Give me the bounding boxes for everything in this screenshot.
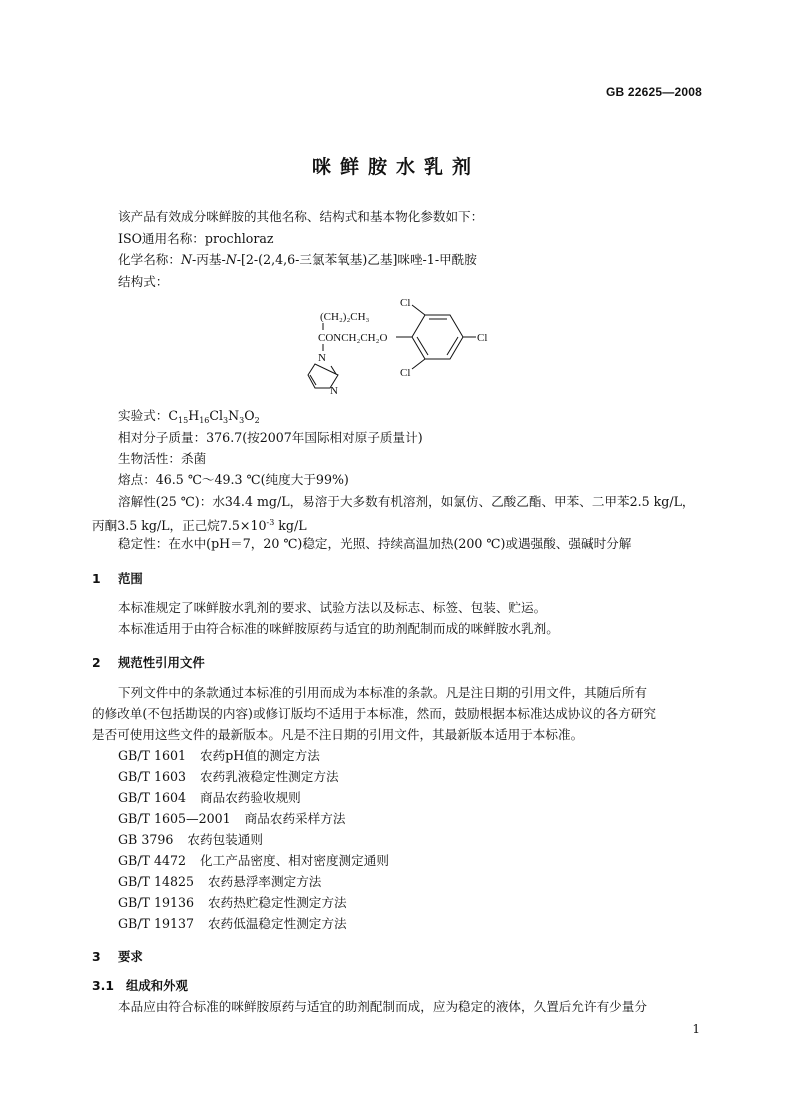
chemical-name-n2: N xyxy=(225,252,237,267)
reference-item xyxy=(118,852,389,869)
bond-cl-top xyxy=(412,305,425,315)
benzene-double-bond-2 xyxy=(447,337,458,355)
chlorine-top-label: Cl xyxy=(400,297,411,309)
section-3-number: 3 xyxy=(92,949,101,964)
section-1-number: 1 xyxy=(92,571,101,586)
benzene-ring xyxy=(412,315,463,359)
formula-h-count: 16 xyxy=(199,416,210,425)
reference-code: GB/T 1601 xyxy=(118,748,187,763)
iso-name: ISO通用名称：prochloraz xyxy=(118,231,274,246)
section-1-paragraph-1: 本标准规定了咪鲜胺水乳剂的要求、试验方法以及标志、标签、包装、贮运。 xyxy=(118,600,547,615)
section-2-paragraph-line-2: 的修改单(不包括勘误的内容)或修订版均不适用于本标准，然而，鼓励根据本标准达成协议的各方研究 xyxy=(92,706,656,721)
reference-title: 农药低温稳定性测定方法 xyxy=(208,916,347,931)
reference-item xyxy=(118,915,347,932)
section-3-heading xyxy=(92,947,143,965)
reference-code: GB/T 1604 xyxy=(118,790,187,805)
reference-code: GB/T 14825 xyxy=(118,874,195,889)
reference-code: GB 3796 xyxy=(118,832,174,847)
reference-title: 农药包装通则 xyxy=(187,832,263,847)
section-1-paragraph-2: 本标准适用于由符合标准的咪鲜胺原药与适宜的助剂配制而成的咪鲜胺水乳剂。 xyxy=(118,621,559,636)
reference-code: GB/T 1605—2001 xyxy=(118,811,231,826)
formula-cl-count: 3 xyxy=(223,416,229,425)
reference-item xyxy=(118,789,301,806)
structure-label: 结构式： xyxy=(118,274,169,289)
melting-point: 熔点：46.5 ℃～49.3 ℃(纯度大于99%) xyxy=(118,472,349,487)
reference-code: GB/T 4472 xyxy=(118,853,187,868)
formula-cl: Cl xyxy=(209,408,224,423)
reference-item xyxy=(118,768,339,785)
section-1-title: 范围 xyxy=(118,571,143,586)
chemical-name xyxy=(118,251,477,268)
reference-title: 农药悬浮率测定方法 xyxy=(208,874,322,889)
structural-formula xyxy=(300,292,500,402)
section-3-1-heading xyxy=(92,976,188,994)
section-2-title: 规范性引用文件 xyxy=(118,655,205,670)
section-3-1-paragraph: 本品应由符合标准的咪鲜胺原药与适宜的助剂配制而成，应为稳定的液体，久置后允许有少量分 xyxy=(118,999,647,1014)
reference-title: 农药乳液稳定性测定方法 xyxy=(200,769,339,784)
section-3-title: 要求 xyxy=(118,949,143,964)
section-2-number: 2 xyxy=(92,655,101,670)
reference-item xyxy=(118,873,321,890)
stability: 稳定性：在水中(pH＝7，20 ℃)稳定，光照、持续高温加热(200 ℃)或遇强酸、强碱时分解 xyxy=(118,536,632,551)
reference-title: 农药pH值的测定方法 xyxy=(200,748,320,763)
reference-title: 农药热贮稳定性测定方法 xyxy=(208,895,347,910)
reference-code: GB/T 1603 xyxy=(118,769,187,784)
reference-code: GB/T 19136 xyxy=(118,895,195,910)
solubility-line-2 xyxy=(92,514,307,534)
reference-title: 商品农药验收规则 xyxy=(200,790,301,805)
section-2-heading xyxy=(92,653,205,671)
benzene-double-bond-3 xyxy=(417,337,428,355)
chemical-name-mid: -丙基- xyxy=(192,252,226,267)
reference-code: GB/T 19137 xyxy=(118,916,195,931)
propyl-chain-label: (CH₂)₂CH₃ xyxy=(320,311,370,323)
chemical-name-label: 化学名称： xyxy=(118,252,181,267)
reference-item xyxy=(118,831,263,848)
formula-o: O xyxy=(244,408,255,423)
reference-item xyxy=(118,810,345,827)
chlorine-bottom-label: Cl xyxy=(400,367,411,379)
reference-title: 化工产品密度、相对密度测定通则 xyxy=(200,853,389,868)
section-3-1-title: 组成和外观 xyxy=(126,978,188,993)
section-1-heading xyxy=(92,569,143,587)
carbonyl-chain-label: CONCH₂CH₂O xyxy=(318,332,388,344)
standard-number: GB 22625—2008 xyxy=(606,85,702,99)
formula-o-count: 2 xyxy=(254,416,260,425)
molecular-mass: 相对分子质量：376.7(按2007年国际相对原子质量计) xyxy=(118,430,423,445)
imidazole-n3-label: N xyxy=(330,385,338,397)
solubility-line-2-a: 丙酮3.5 kg/L，正己烷7.5×10 xyxy=(92,518,267,533)
section-2-paragraph-line-1: 下列文件中的条款通过本标准的引用而成为本标准的条款。凡是注日期的引用文件，其随后所有 xyxy=(118,685,647,700)
formula-n-count: 3 xyxy=(239,416,245,425)
formula-n: N xyxy=(228,408,240,423)
chemical-name-n1: N xyxy=(180,252,192,267)
section-2-paragraph-line-3: 是否可使用这些文件的最新版本。凡是不注日期的引用文件，其最新版本适用于本标准。 xyxy=(92,727,584,742)
chlorine-right-label: Cl xyxy=(477,332,488,344)
section-3-1-number: 3.1 xyxy=(92,978,114,993)
molecular-formula xyxy=(118,407,260,429)
chemical-name-rest: -[2-(2,4,6-三氯苯氧基)乙基]咪唑-1-甲酰胺 xyxy=(236,252,477,267)
formula-label: 实验式： xyxy=(118,408,169,423)
reference-item xyxy=(118,894,347,911)
reference-title: 商品农药采样方法 xyxy=(244,811,346,826)
document-title: 咪鲜胺水乳剂 xyxy=(311,156,480,178)
solubility-line-1: 溶解性(25 ℃)：水34.4 mg/L，易溶于大多数有机溶剂，如氯仿、乙酸乙酯、甲苯、二甲苯2.5 kg/L， xyxy=(118,494,695,509)
page-number: 1 xyxy=(692,1022,700,1036)
solubility-line-2-b: kg/L xyxy=(274,518,307,533)
biological-activity: 生物活性：杀菌 xyxy=(118,451,207,466)
formula-c-count: 15 xyxy=(178,416,189,425)
reference-item xyxy=(118,747,320,764)
formula-h: H xyxy=(188,408,200,423)
imidazole-n1-label: N xyxy=(318,352,326,364)
formula-c: C xyxy=(168,408,179,423)
bond-cl-bottom xyxy=(412,359,425,369)
intro-line: 该产品有效成分咪鲜胺的其他名称、结构式和基本物化参数如下： xyxy=(118,209,484,224)
solubility-exponent: -3 xyxy=(266,518,275,527)
